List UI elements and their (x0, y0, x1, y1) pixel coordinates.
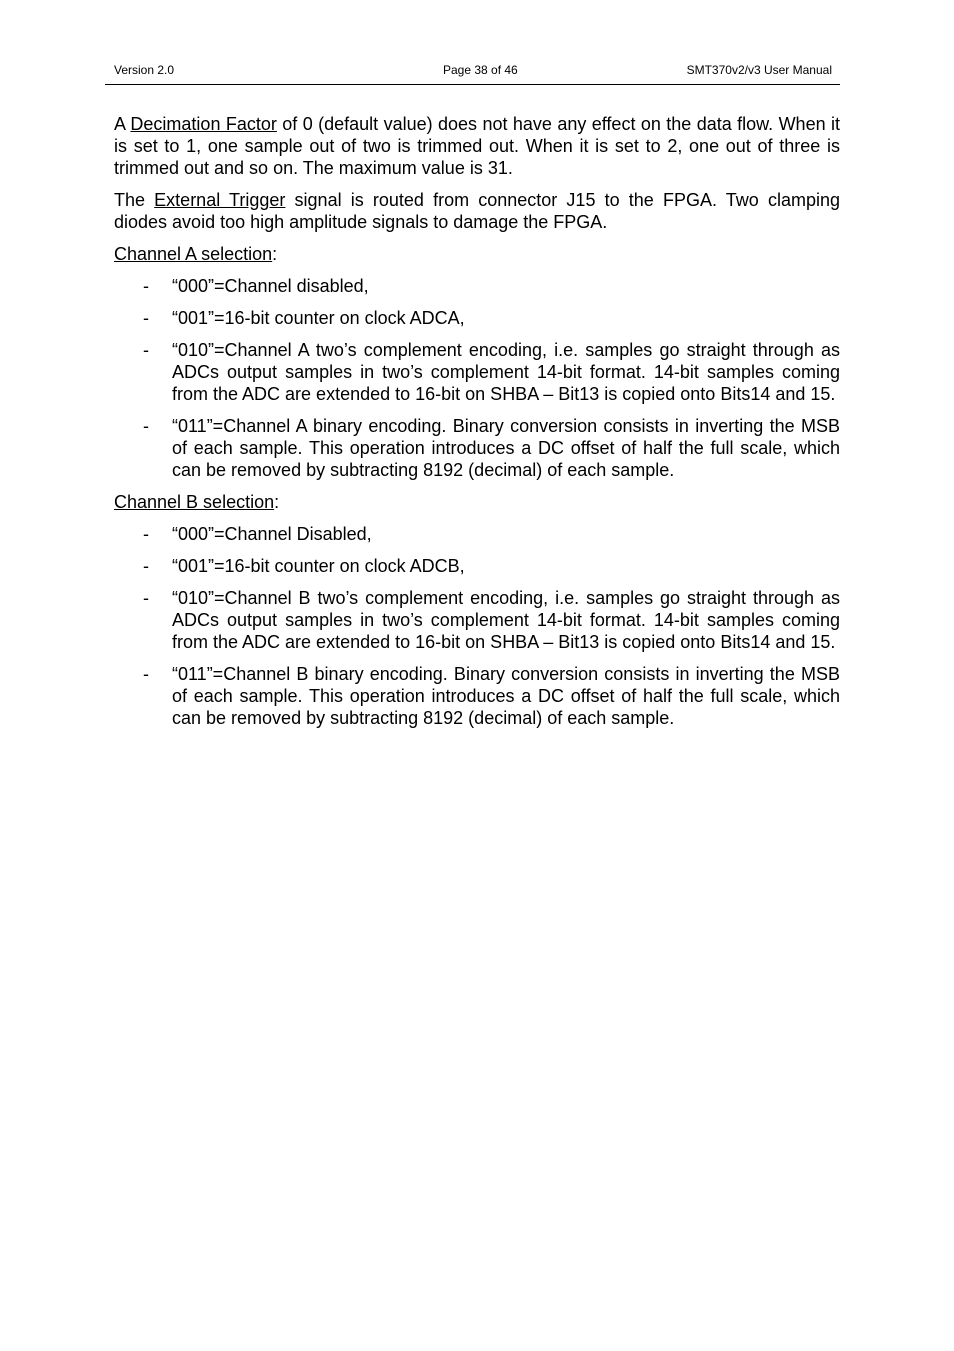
list-item-text: “011”=Channel B binary encoding. Binary conversion consists in inverting the MSB of each sample. This operation introduces a DC offset of half the full scale, which can be removed by subtracting 8192 (decimal) of each sample. (172, 664, 840, 728)
list-item (114, 587, 840, 653)
list-item (114, 307, 840, 329)
list-dash: - (143, 524, 149, 544)
list-item (114, 555, 840, 577)
list-item-text: “000”=Channel Disabled, (172, 524, 372, 544)
decimation-factor-paragraph (114, 113, 840, 179)
list-item-text: “001”=16-bit counter on clock ADCB, (172, 556, 465, 576)
external-trigger-paragraph (114, 189, 840, 233)
list-item-text: “001”=16-bit counter on clock ADCA, (172, 308, 465, 328)
list-dash: - (143, 276, 149, 296)
list-item-text: “010”=Channel A two’s complement encoding, i.e. samples go straight through as ADCs output samples in two’s complement 14-bit format. 14-bit samples coming from the ADC are extended to 16-bit on SHBA – Bit13 is copied onto Bits14 and 15. (172, 340, 840, 404)
list-item (114, 523, 840, 545)
channel-b-heading (114, 491, 840, 513)
channel-b-heading-colon: : (274, 492, 280, 512)
channel-a-heading-text: Channel A selection (114, 244, 273, 264)
header-version: Version 2.0 (114, 63, 175, 77)
header-manual-title: SMT370v2/v3 User Manual (686, 63, 832, 77)
list-item (114, 275, 840, 297)
external-trigger-term: External Trigger (154, 190, 286, 210)
para1-text: of 0 (default value) does not have any effect on the data flow. When it is set to 1, one sample out of two is trimmed out. When it is set to 2, one out of three is trimmed out and so on. The maximum value is 31. (114, 114, 840, 178)
para1-prefix: A (114, 114, 131, 134)
channel-a-list (114, 275, 840, 481)
channel-a-heading (114, 243, 840, 265)
list-dash: - (143, 556, 149, 576)
channel-b-heading-text: Channel B selection (114, 492, 275, 512)
decimation-factor-term: Decimation Factor (130, 114, 277, 134)
header-page-number: Page 38 of 46 (443, 63, 518, 77)
document-body (114, 113, 840, 739)
list-dash: - (143, 340, 149, 360)
list-dash: - (143, 416, 149, 436)
list-dash: - (143, 308, 149, 328)
para2-text: signal is routed from connector J15 to the FPGA. Two clamping diodes avoid too high amplitude signals to damage the FPGA. (114, 190, 840, 232)
list-item-text: “000”=Channel disabled, (172, 276, 369, 296)
list-item-text: “011”=Channel A binary encoding. Binary conversion consists in inverting the MSB of each sample. This operation introduces a DC offset of half the full scale, which can be removed by subtracting 8192 (decimal) of each sample. (172, 416, 840, 480)
channel-a-heading-colon: : (272, 244, 278, 264)
list-item (114, 339, 840, 405)
list-item-text: “010”=Channel B two’s complement encoding, i.e. samples go straight through as ADCs output samples in two’s complement 14-bit format. 14-bit samples coming from the ADC are extended to 16-bit on SHBA – Bit13 is copied onto Bits14 and 15. (172, 588, 840, 652)
channel-b-list (114, 523, 840, 729)
list-dash: - (143, 588, 149, 608)
list-item (114, 415, 840, 481)
list-item (114, 663, 840, 729)
list-dash: - (143, 664, 149, 684)
para2-prefix: The (114, 190, 155, 210)
page-header (105, 62, 840, 85)
